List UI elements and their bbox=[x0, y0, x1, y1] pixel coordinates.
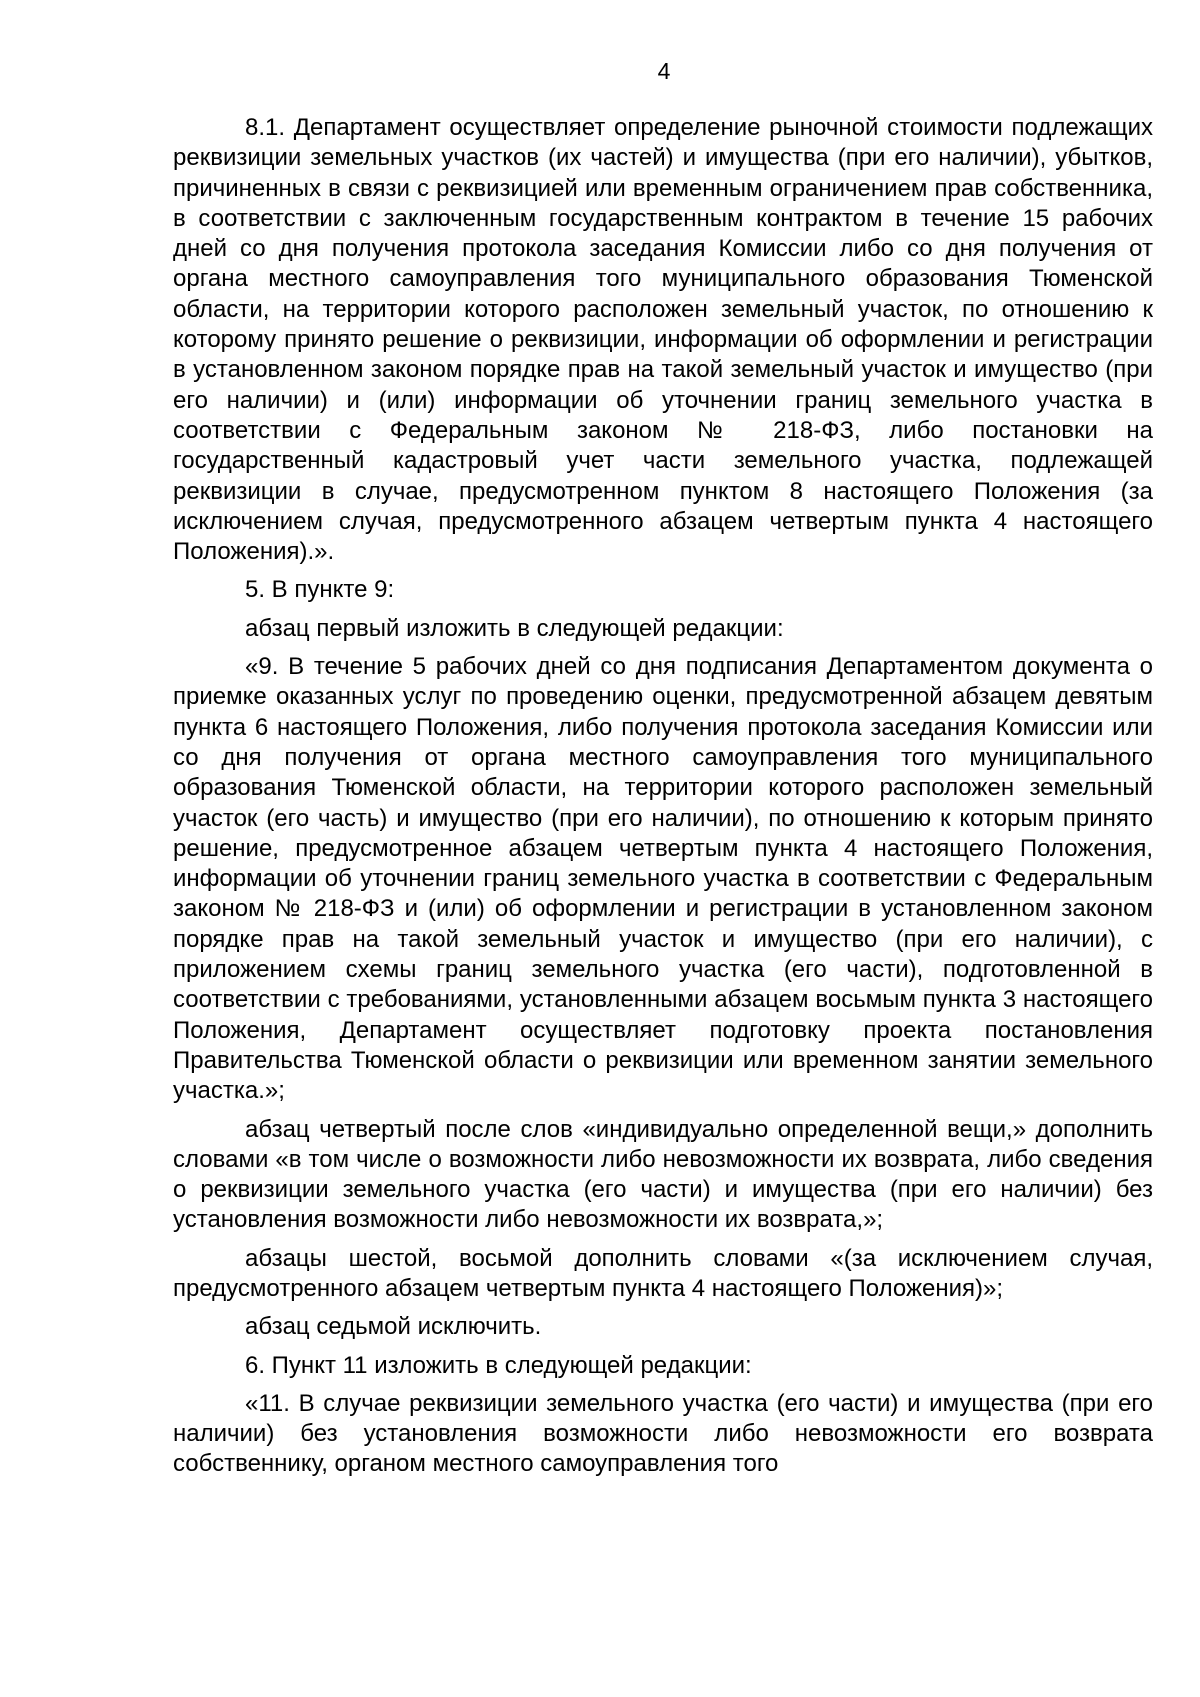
paragraph-abzacy-shestoi-vosmoi: абзацы шестой, восьмой дополнить словами «(за исключением случая, предусмотренного абзацем четвертым пункта 4 настоящего Положения)»; bbox=[173, 1244, 1153, 1302]
paragraph-abzac-chetvertyi: абзац четвертый после слов «индивидуально определенной вещи,» дополнить словами «в том числе о возможности либо невозможности их возврата, либо сведения о реквизиции земельного участка (его части) и имущества (при его наличии) без установления возможности либо невозможности их возврата,»; bbox=[173, 1115, 1153, 1234]
paragraph-abzac-pervyi: абзац первый изложить в следующей редакции: bbox=[245, 614, 784, 642]
paragraph-quote-9: «9. В течение 5 рабочих дней со дня подписания Департаментом документа о приемке оказанных услуг по проведению оценки, предусмотренной абзацем девятым пункта 6 настоящего Положения, либо получения протокола заседания Комиссии или со дня получения от органа местного самоуправления того муниципального образования Тюменской области, на территории которого расположен земельный участок (его часть) и имущество (при его наличии), по отношению к которым принято решение, предусмотренное абзацем четвертым пункта 4 настоящего Положения, информации об уточнении границ земельного участка в соответствии с Федеральным законом № 218-ФЗ и (или) об оформлении и регистрации в установленном законом порядке прав на такой земельный участок и имущество (при его наличии), с приложением схемы границ земельного участка (его части), подготовленной в соответствии с требованиями, установленными абзацем восьмым пункта 3 настоящего Положения, Департамент осуществляет подготовку проекта постановления Правительства Тюменской области о реквизиции или временном занятии земельного участка.»; bbox=[173, 653, 1153, 1105]
page-number: 4 bbox=[657, 58, 671, 84]
document-body bbox=[173, 113, 1153, 1480]
paragraph-item-6-heading: 6. Пункт 11 изложить в следующей редакции: bbox=[245, 1351, 752, 1379]
paragraph-quote-11: «11. В случае реквизиции земельного участка (его части) и имущества (при его наличии) без установления возможности либо невозможности его возврата собственнику, органом местного самоуправления того bbox=[173, 1389, 1153, 1478]
paragraph-item-5-heading: 5. В пункте 9: bbox=[245, 576, 395, 604]
paragraph-abzac-sedmoi: абзац седьмой исключить. bbox=[245, 1313, 542, 1341]
paragraph-8-1: 8.1. Департамент осуществляет определение рыночной стоимости подлежащих реквизиции земельных участков (их частей) и имущества (при его наличии), убытков, причиненных в связи с реквизицией или временным ограничением прав собственника, в соответствии с заключенным государственным контрактом в течение 15 рабочих дней со дня получения протокола заседания Комиссии либо со дня получения от органа местного самоуправления того муниципального образования Тюменской области, на территории которого расположен земельный участок, по отношению к которому принято решение о реквизиции, информации об оформлении и регистрации в установленном законом порядке прав на такой земельный участок и имущество (при его наличии) и (или) информации об уточнении границ земельного участка в соответствии с Федеральным законом № 218-ФЗ, либо постановки на государственный кадастровый учет части земельного участка, подлежащей реквизиции в случае, предусмотренном пунктом 8 настоящего Положения (за исключением случая, предусмотренного абзацем четвертым пункта 4 настоящего Положения).». bbox=[173, 114, 1153, 566]
